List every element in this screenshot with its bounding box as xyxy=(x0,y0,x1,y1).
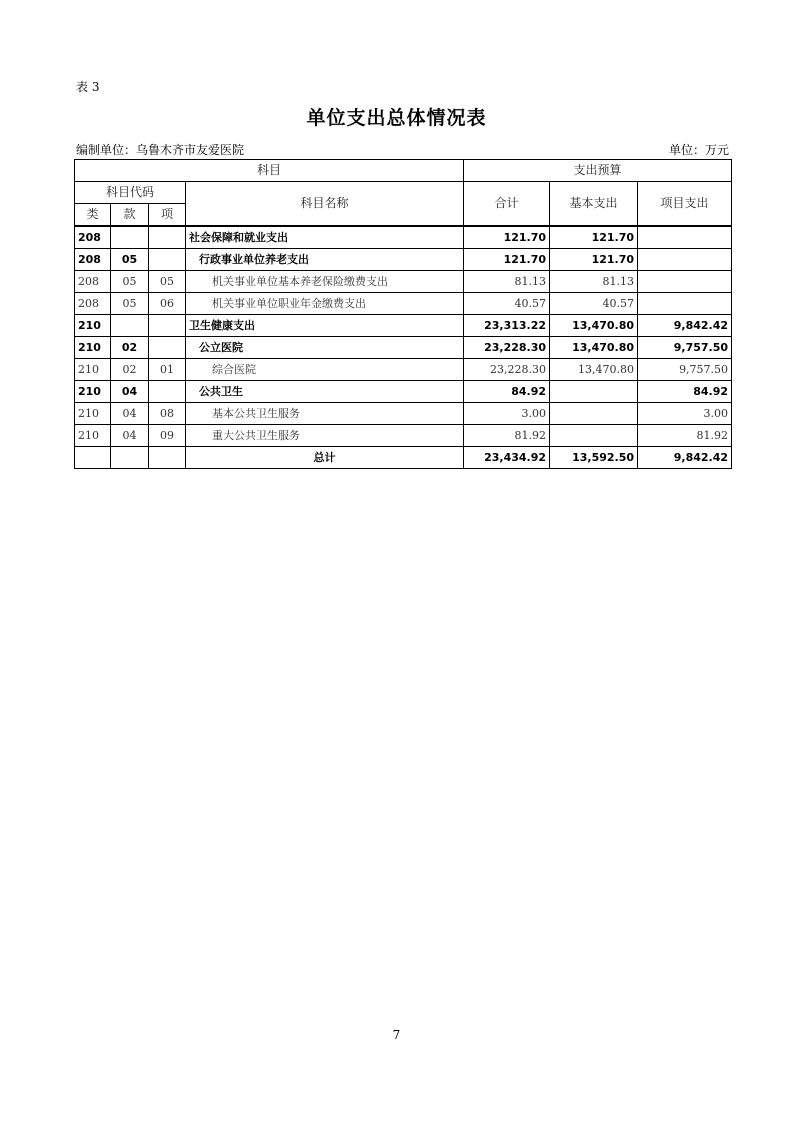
cell-sec: 04 xyxy=(111,403,149,425)
table-row xyxy=(75,315,732,337)
cell-total: 121.70 xyxy=(464,226,550,249)
header-name: 科目名称 xyxy=(186,182,464,227)
cell-item xyxy=(149,381,186,403)
total-total: 23,434.92 xyxy=(464,447,550,469)
cell-sec: 02 xyxy=(111,337,149,359)
cell-project: 81.92 xyxy=(638,425,732,447)
page-title: 单位支出总体情况表 xyxy=(306,107,487,129)
cell-project: 9,757.50 xyxy=(638,359,732,381)
compiling-unit: 编制单位：乌鲁木齐市友爱医院 xyxy=(76,143,245,157)
cell-basic: 121.70 xyxy=(550,226,638,249)
header-total: 合计 xyxy=(464,182,550,227)
cell-cat: 208 xyxy=(75,271,111,293)
cell-project xyxy=(638,271,732,293)
table-row xyxy=(75,381,732,403)
header-cat: 类 xyxy=(75,204,111,227)
table-row xyxy=(75,271,732,293)
cell-sec: 02 xyxy=(111,359,149,381)
cell-project: 9,757.50 xyxy=(638,337,732,359)
cell-project xyxy=(638,293,732,315)
cell-sec: 05 xyxy=(111,249,149,271)
cell-sec: 05 xyxy=(111,271,149,293)
cell-basic: 13,470.80 xyxy=(550,315,638,337)
cell-project: 9,842.42 xyxy=(638,315,732,337)
cell-total: 121.70 xyxy=(464,249,550,271)
cell-total: 81.92 xyxy=(464,425,550,447)
header-code: 科目代码 xyxy=(75,182,186,204)
cell-empty xyxy=(75,447,111,469)
table-row xyxy=(75,337,732,359)
cell-sec: 04 xyxy=(111,381,149,403)
cell-total: 23,228.30 xyxy=(464,359,550,381)
cell-name: 公立医院 xyxy=(186,337,464,359)
header-subject: 科目 xyxy=(75,160,464,182)
cell-basic: 13,470.80 xyxy=(550,337,638,359)
total-label: 总计 xyxy=(186,447,464,469)
cell-total: 81.13 xyxy=(464,271,550,293)
cell-total: 84.92 xyxy=(464,381,550,403)
cell-cat: 210 xyxy=(75,425,111,447)
cell-name: 重大公共卫生服务 xyxy=(186,425,464,447)
cell-name: 卫生健康支出 xyxy=(186,315,464,337)
table-row xyxy=(75,226,732,249)
table-row xyxy=(75,249,732,271)
cell-cat: 210 xyxy=(75,359,111,381)
cell-item xyxy=(149,315,186,337)
cell-project xyxy=(638,226,732,249)
cell-sec xyxy=(111,226,149,249)
cell-cat: 208 xyxy=(75,226,111,249)
cell-basic xyxy=(550,425,638,447)
currency-unit: 单位：万元 xyxy=(668,143,729,157)
cell-basic: 81.13 xyxy=(550,271,638,293)
cell-item: 06 xyxy=(149,293,186,315)
cell-sec: 04 xyxy=(111,425,149,447)
cell-project: 3.00 xyxy=(638,403,732,425)
expenditure-table xyxy=(74,159,732,469)
cell-project: 84.92 xyxy=(638,381,732,403)
cell-total: 23,228.30 xyxy=(464,337,550,359)
cell-basic: 121.70 xyxy=(550,249,638,271)
total-project: 9,842.42 xyxy=(638,447,732,469)
table-label: 表 3 xyxy=(76,80,100,94)
cell-basic: 40.57 xyxy=(550,293,638,315)
cell-name: 机关事业单位基本养老保险缴费支出 xyxy=(186,271,464,293)
cell-cat: 210 xyxy=(75,337,111,359)
cell-item xyxy=(149,337,186,359)
total-row xyxy=(75,447,732,469)
cell-basic: 13,470.80 xyxy=(550,359,638,381)
cell-sec xyxy=(111,315,149,337)
total-basic: 13,592.50 xyxy=(550,447,638,469)
cell-item: 09 xyxy=(149,425,186,447)
cell-total: 23,313.22 xyxy=(464,315,550,337)
cell-name: 综合医院 xyxy=(186,359,464,381)
header-basic: 基本支出 xyxy=(550,182,638,227)
cell-empty xyxy=(111,447,149,469)
table-row xyxy=(75,359,732,381)
cell-item xyxy=(149,226,186,249)
header-sec: 款 xyxy=(111,204,149,227)
cell-sec: 05 xyxy=(111,293,149,315)
cell-basic xyxy=(550,381,638,403)
cell-item xyxy=(149,249,186,271)
page-number: 7 xyxy=(392,1028,401,1042)
header-budget: 支出预算 xyxy=(464,160,732,182)
cell-item: 05 xyxy=(149,271,186,293)
table-row xyxy=(75,425,732,447)
cell-cat: 208 xyxy=(75,293,111,315)
cell-basic xyxy=(550,403,638,425)
cell-item: 08 xyxy=(149,403,186,425)
cell-name: 基本公共卫生服务 xyxy=(186,403,464,425)
cell-total: 3.00 xyxy=(464,403,550,425)
cell-cat: 210 xyxy=(75,315,111,337)
cell-empty xyxy=(149,447,186,469)
cell-name: 社会保障和就业支出 xyxy=(186,226,464,249)
cell-name: 行政事业单位养老支出 xyxy=(186,249,464,271)
cell-name: 机关事业单位职业年金缴费支出 xyxy=(186,293,464,315)
cell-cat: 210 xyxy=(75,403,111,425)
cell-total: 40.57 xyxy=(464,293,550,315)
cell-item: 01 xyxy=(149,359,186,381)
header-item: 项 xyxy=(149,204,186,227)
table-row xyxy=(75,293,732,315)
cell-project xyxy=(638,249,732,271)
header-project: 项目支出 xyxy=(638,182,732,227)
table-row xyxy=(75,403,732,425)
cell-cat: 208 xyxy=(75,249,111,271)
cell-name: 公共卫生 xyxy=(186,381,464,403)
cell-cat: 210 xyxy=(75,381,111,403)
